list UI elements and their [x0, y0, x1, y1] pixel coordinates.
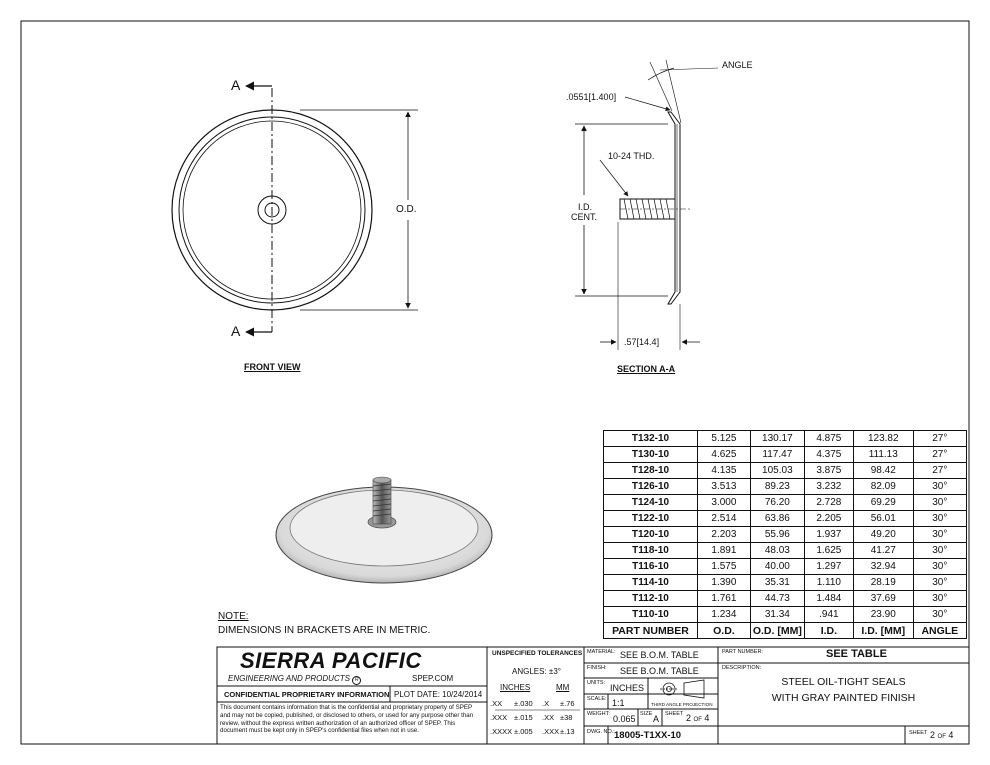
tolerance-rows	[490, 697, 584, 739]
table-cell: 98.42	[853, 463, 913, 479]
isometric-view	[276, 477, 492, 583]
height-dim: .57[14.4]	[624, 337, 660, 347]
finish-value: SEE B.O.M. TABLE	[620, 666, 699, 676]
table-cell: 27°	[913, 431, 966, 447]
partnumber-value: SEE TABLE	[826, 648, 887, 660]
table-cell: T128-10	[604, 463, 698, 479]
sheet-num: 2	[930, 730, 936, 740]
table-cell: 63.86	[750, 511, 804, 527]
sheet-label: SHEET	[909, 730, 928, 736]
table-cell: 4.135	[697, 463, 750, 479]
table-row	[604, 527, 967, 543]
table-cell: 1.484	[804, 591, 853, 607]
front-view-label: FRONT VIEW	[244, 362, 301, 372]
table-cell: 30°	[913, 495, 966, 511]
table-cell: 37.69	[853, 591, 913, 607]
tolerance-row	[490, 711, 584, 725]
id-label-line1: I.D.	[578, 202, 593, 212]
mm-header: MM	[556, 683, 570, 692]
height-mm: 14.4	[639, 337, 657, 347]
table-row	[604, 511, 967, 527]
table-row	[604, 447, 967, 463]
sheet-total: 4	[948, 730, 954, 740]
table-cell: 1.625	[804, 543, 853, 559]
table-cell: 4.375	[804, 447, 853, 463]
projection-label: THIRD ANGLE PROJECTION	[651, 702, 713, 707]
table-cell: T122-10	[604, 511, 698, 527]
table-header-cell: PART NUMBER	[604, 623, 698, 639]
angles-value: ±3°	[548, 667, 561, 676]
table-cell: T112-10	[604, 591, 698, 607]
angles-tolerance	[512, 667, 561, 676]
table-cell: 1.390	[697, 575, 750, 591]
table-cell: 123.82	[853, 431, 913, 447]
table-cell: 4.625	[697, 447, 750, 463]
table-cell: 1.234	[697, 607, 750, 623]
table-cell: 2.203	[697, 527, 750, 543]
table-cell: 41.27	[853, 543, 913, 559]
tolerances-title: UNSPECIFIED TOLERANCES	[492, 650, 583, 657]
table-cell: 35.31	[750, 575, 804, 591]
table-cell: 30°	[913, 575, 966, 591]
table-cell: 1.937	[804, 527, 853, 543]
table-cell: 49.20	[853, 527, 913, 543]
table-cell: 1.297	[804, 559, 853, 575]
registered-mark: R	[352, 676, 361, 685]
table-cell: T126-10	[604, 479, 698, 495]
table-cell: T132-10	[604, 431, 698, 447]
table-row	[604, 479, 967, 495]
table-cell: 117.47	[750, 447, 804, 463]
tolerance-row	[490, 725, 584, 739]
scale-value: 1:1	[612, 698, 625, 708]
section-marker-top: A	[231, 77, 241, 93]
height-inch: .57	[624, 337, 637, 347]
section-view	[575, 60, 718, 350]
table-cell: 28.19	[853, 575, 913, 591]
table-cell: 32.94	[853, 559, 913, 575]
table-cell: 3.513	[697, 479, 750, 495]
thickness-inch: .0551	[566, 92, 589, 102]
scale-label: SCALE:	[587, 696, 607, 702]
units-label: UNITS:	[587, 680, 606, 686]
id-label-line2: CENT.	[571, 212, 598, 222]
thickness-dim: .0551[1.400]	[566, 92, 617, 102]
tolerance-cell: .XXX	[542, 727, 560, 736]
table-cell: 105.03	[750, 463, 804, 479]
table-cell: 56.01	[853, 511, 913, 527]
table-row	[604, 543, 967, 559]
tolerance-cell: .XXX	[490, 713, 508, 722]
sheet-count	[930, 730, 953, 740]
company-website: SPEP.COM	[412, 674, 454, 683]
table-cell: 76.20	[750, 495, 804, 511]
table-cell: T114-10	[604, 575, 698, 591]
table-cell: T118-10	[604, 543, 698, 559]
confidential-label: CONFIDENTIAL PROPRIETARY INFORMATION	[224, 690, 390, 699]
sheet-num-small: 2	[686, 713, 692, 723]
table-row	[604, 495, 967, 511]
dwg-value: 18005-T1XX-10	[614, 730, 682, 741]
table-row	[604, 575, 967, 591]
table-cell: 130.17	[750, 431, 804, 447]
tolerance-cell: ±.76	[560, 699, 575, 708]
table-header-row	[604, 623, 967, 639]
tolerance-cell: ±38	[560, 713, 573, 722]
table-cell: 1.110	[804, 575, 853, 591]
table-cell: 3.875	[804, 463, 853, 479]
table-cell: 30°	[913, 591, 966, 607]
tolerance-cell: ±.005	[514, 727, 533, 736]
table-cell: T110-10	[604, 607, 698, 623]
table-cell: 111.13	[853, 447, 913, 463]
table-cell: 30°	[913, 527, 966, 543]
table-cell: T116-10	[604, 559, 698, 575]
table-cell: 30°	[913, 543, 966, 559]
thread-label: 10-24 THD.	[608, 151, 655, 161]
table-header-cell: ANGLE	[913, 623, 966, 639]
sheet-total-small: 4	[704, 713, 710, 723]
table-cell: T130-10	[604, 447, 698, 463]
tolerance-cell: .XXXX	[490, 727, 513, 736]
sheet-count-small	[686, 713, 709, 723]
table-cell: 5.125	[697, 431, 750, 447]
company-name: SIERRA PACIFIC	[240, 648, 422, 673]
partnumber-label: PART NUMBER:	[722, 649, 763, 655]
size-label: SIZE	[640, 711, 653, 717]
material-value: SEE B.O.M. TABLE	[620, 650, 699, 660]
dwg-label: DWG. NO.:	[587, 729, 615, 735]
angle-label: ANGLE	[722, 60, 753, 70]
finish-label: FINISH:	[587, 665, 607, 671]
table-cell: 31.34	[750, 607, 804, 623]
table-cell: T124-10	[604, 495, 698, 511]
table-row	[604, 463, 967, 479]
table-cell: 2.514	[697, 511, 750, 527]
projection-symbol-icon	[660, 680, 704, 698]
table-cell: 44.73	[750, 591, 804, 607]
table-cell: 30°	[913, 559, 966, 575]
table-cell: 48.03	[750, 543, 804, 559]
plot-date: PLOT DATE: 10/24/2014	[394, 690, 483, 699]
description-line1: STEEL OIL-TIGHT SEALS	[781, 676, 906, 688]
tolerance-cell: ±.015	[514, 713, 533, 722]
table-cell: 30°	[913, 607, 966, 623]
tolerance-row	[490, 697, 584, 711]
material-label: MATERIAL:	[587, 649, 616, 655]
sheet-of: OF	[937, 734, 946, 740]
note-title: NOTE:	[218, 611, 249, 622]
table-row	[604, 591, 967, 607]
table-row	[604, 559, 967, 575]
company-sub-text: ENGINEERING AND PRODUCTS	[228, 674, 350, 683]
disclaimer-text: This document contains information that is the confidential and proprietary property of SPEP and may not be copied, published, or disclosed to others, or used for any purpose other than review, without the express written authorization of an authorized officer of SPEP. This document must be kept only in SPEP's confidential files when not in use.	[220, 704, 474, 735]
section-marker-bottom: A	[231, 323, 241, 339]
table-cell: 40.00	[750, 559, 804, 575]
table-cell: 1.761	[697, 591, 750, 607]
table-header-cell: O.D.	[697, 623, 750, 639]
table-cell: 30°	[913, 479, 966, 495]
front-view	[172, 86, 418, 332]
table-cell: 30°	[913, 511, 966, 527]
sheet-of-small: OF	[693, 717, 702, 723]
table-cell: 2.205	[804, 511, 853, 527]
company-sub	[228, 674, 361, 685]
table-cell: T120-10	[604, 527, 698, 543]
table-header-cell: I.D.	[804, 623, 853, 639]
tolerance-cell: .XX	[490, 699, 503, 708]
table-header-cell: I.D. [MM]	[853, 623, 913, 639]
table-cell: 89.23	[750, 479, 804, 495]
thickness-mm: 1.400	[591, 92, 614, 102]
weight-label: WEIGHT:	[587, 711, 610, 717]
table-cell: 3.000	[697, 495, 750, 511]
tolerance-cell: ±.13	[560, 727, 575, 736]
units-value: INCHES	[610, 683, 645, 693]
table-cell: 27°	[913, 463, 966, 479]
table-cell: 23.90	[853, 607, 913, 623]
table-cell: 4.875	[804, 431, 853, 447]
description-label: DESCRIPTION:	[722, 665, 762, 671]
table-row	[604, 607, 967, 623]
note-text: DIMENSIONS IN BRACKETS ARE IN METRIC.	[218, 625, 431, 636]
inches-header: INCHES	[500, 683, 531, 692]
angles-label: ANGLES:	[512, 667, 547, 676]
weight-value: 0.065	[613, 714, 636, 724]
table-cell: 55.96	[750, 527, 804, 543]
od-label: O.D.	[396, 204, 417, 215]
table-cell: 3.232	[804, 479, 853, 495]
tolerance-cell: ±.030	[514, 699, 533, 708]
parts-table	[603, 430, 967, 639]
table-cell: 2.728	[804, 495, 853, 511]
tolerance-cell: .X	[542, 699, 550, 708]
table-header-cell: O.D. [MM]	[750, 623, 804, 639]
sheet-label-small: SHEET	[665, 711, 684, 717]
table-cell: .941	[804, 607, 853, 623]
table-cell: 27°	[913, 447, 966, 463]
size-value: A	[653, 714, 660, 724]
table-cell: 1.891	[697, 543, 750, 559]
description-line2: WITH GRAY PAINTED FINISH	[771, 692, 916, 704]
table-cell: 1.575	[697, 559, 750, 575]
table-row	[604, 431, 967, 447]
section-view-label: SECTION A-A	[617, 364, 676, 374]
table-cell: 82.09	[853, 479, 913, 495]
table-cell: 69.29	[853, 495, 913, 511]
tolerance-cell: .XX	[542, 713, 555, 722]
